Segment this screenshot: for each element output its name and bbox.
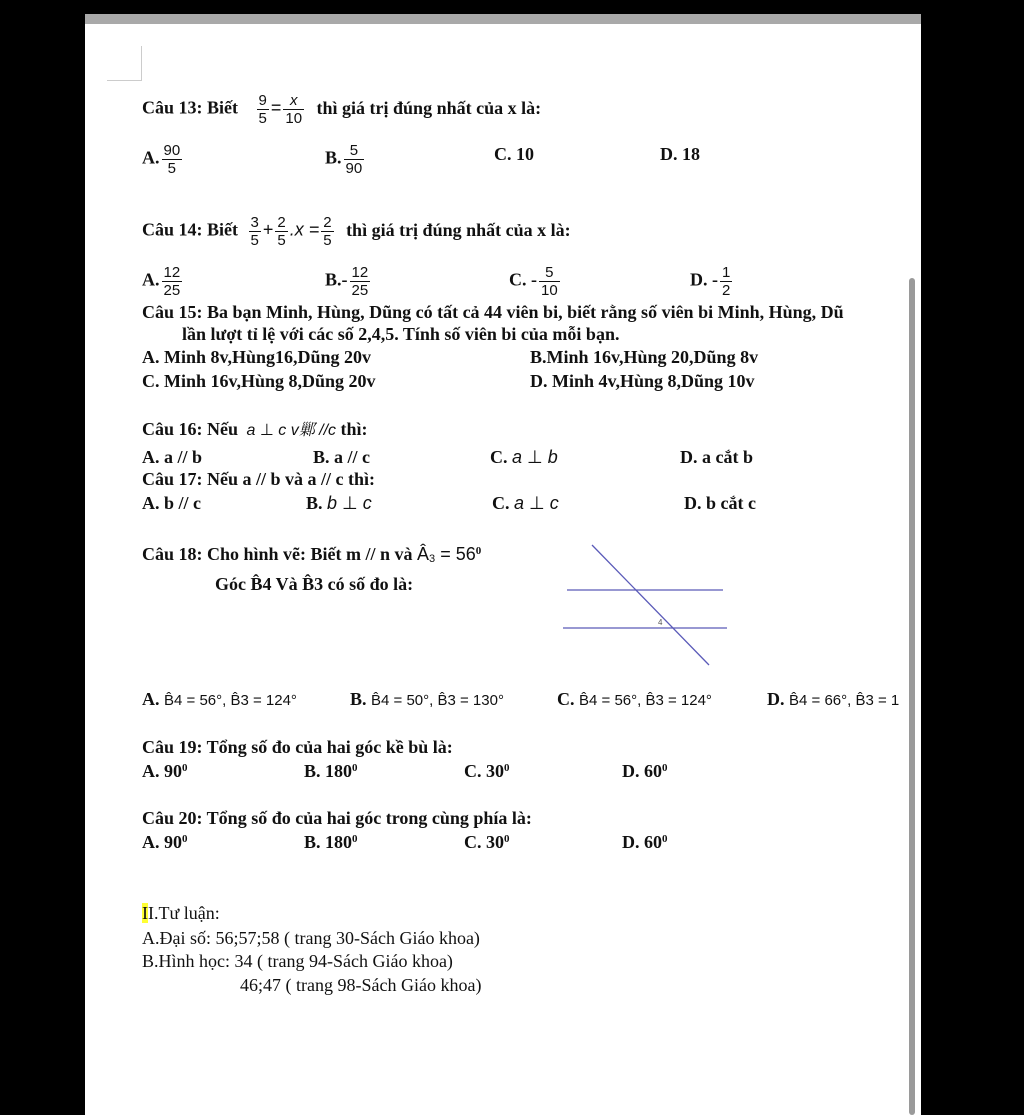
transversal-line (592, 545, 709, 665)
q17-option-a[interactable]: A. b // c (142, 493, 202, 513)
q13-question: Câu 13: Biết $\frac{9}{5}$ = $\frac{x}{10}$ thì giá trị đúng nhất của x là: (142, 92, 542, 127)
angle-label-4: 4 (658, 618, 663, 627)
q14-option-a[interactable]: A. $\frac{12}{25}$ (142, 264, 181, 299)
q15-option-d[interactable]: D. Minh 4v,Hùng 8,Dũng 10v (530, 371, 755, 391)
q13-option-c[interactable]: C. 10 (494, 144, 534, 164)
q17-option-c[interactable]: C. a ⊥ c (492, 493, 559, 513)
top-border (85, 14, 921, 24)
q14-question: Câu 14: Biết $\frac{3}{5}$ + $\frac{2}{5}$ .x = $\frac{2}{5}$ thì giá trị đúng nhất của x là: (142, 214, 571, 249)
q18-option-b[interactable]: B. B̂4 = 50°, B̂3 = 130° (350, 689, 504, 709)
q17-option-d[interactable]: D. b cắt c (684, 493, 756, 513)
q19-option-a[interactable]: A. $90^0$ (142, 761, 188, 781)
q18-option-d[interactable]: D. B̂4 = 66°, B̂3 = 1 (767, 689, 900, 709)
q15-question-line1: Câu 15: Ba bạn Minh, Hùng, Dũng có tất cả 44 viên bi, biết rằng số viên bi Minh, Hùng, Dũ (142, 302, 844, 322)
q18-question-line1: Câu 18: Cho hình vẽ: Biết m // n và $Â^3 = 56^0$ (142, 544, 482, 565)
q15-option-b[interactable]: B.Minh 16v,Hùng 20,Dũng 8v (530, 347, 759, 367)
q17-option-b[interactable]: B. b ⊥ c (306, 493, 372, 513)
q15-option-a[interactable]: A. Minh 8v,Hùng16,Dũng 20v (142, 347, 372, 367)
q13-option-d[interactable]: D. 18 (660, 144, 700, 164)
q19-option-b[interactable]: B. $180^0$ (304, 761, 358, 781)
q16-option-a[interactable]: A. a // b (142, 447, 203, 467)
q16-question: Câu 16: Nếu a ⊥ c v鄛 //c thì: (142, 419, 368, 439)
essay-geometry: B.Hình học: 34 ( trang 94-Sách Giáo khoa) (142, 951, 453, 971)
essay-geometry-2: 46;47 ( trang 98-Sách Giáo khoa) (240, 975, 482, 995)
q14-option-d[interactable]: D. - $\frac{1}{2}$ (690, 264, 731, 299)
q15-option-c[interactable]: C. Minh 16v,Hùng 8,Dũng 20v (142, 371, 376, 391)
q19-option-c[interactable]: C. $30^0$ (464, 761, 510, 781)
q19-option-d[interactable]: D. $60^0$ (622, 761, 668, 781)
q16-option-d[interactable]: D. a cắt b (680, 447, 753, 467)
q16-option-b[interactable]: B. a // c (313, 447, 370, 467)
q20-option-a[interactable]: A. $90^0$ (142, 832, 188, 852)
q14-option-b[interactable]: B.- $\frac{12}{25}$ (325, 264, 369, 299)
q19-question: Câu 19: Tổng số đo của hai góc kề bù là: (142, 737, 453, 757)
essay-title: II.Tư luận: (142, 903, 220, 923)
essay-algebra: A.Đại số: 56;57;58 ( trang 30-Sách Giáo khoa) (142, 928, 480, 948)
q20-question: Câu 20: Tổng số đo của hai góc trong cùng phía là: (142, 808, 532, 828)
q14-option-c[interactable]: C. - $\frac{5}{10}$ (509, 264, 558, 299)
q20-option-d[interactable]: D. $60^0$ (622, 832, 668, 852)
q18-option-c[interactable]: C. B̂4 = 56°, B̂3 = 124° (557, 689, 712, 709)
q18-question-line2: Góc B̂4 Và B̂3 có số đo là: (215, 574, 414, 594)
page-corner-mark (107, 46, 142, 81)
q18-option-a[interactable]: A. B̂4 = 56°, B̂3 = 124° (142, 689, 297, 709)
q13-option-a[interactable]: A. $\frac{90}{5}$ (142, 142, 181, 177)
q20-option-c[interactable]: C. $30^0$ (464, 832, 510, 852)
q17-question: Câu 17: Nếu a // b và a // c thì: (142, 469, 376, 489)
q16-option-c[interactable]: C. a ⊥ b (490, 447, 558, 467)
q15-question-line2: lần lượt tỉ lệ với các số 2,4,5. Tính số viên bi của mỗi bạn. (182, 324, 620, 344)
q20-option-b[interactable]: B. $180^0$ (304, 832, 358, 852)
q13-option-b[interactable]: B. $\frac{5}{90}$ (325, 142, 363, 177)
parallel-lines-figure (555, 540, 735, 675)
